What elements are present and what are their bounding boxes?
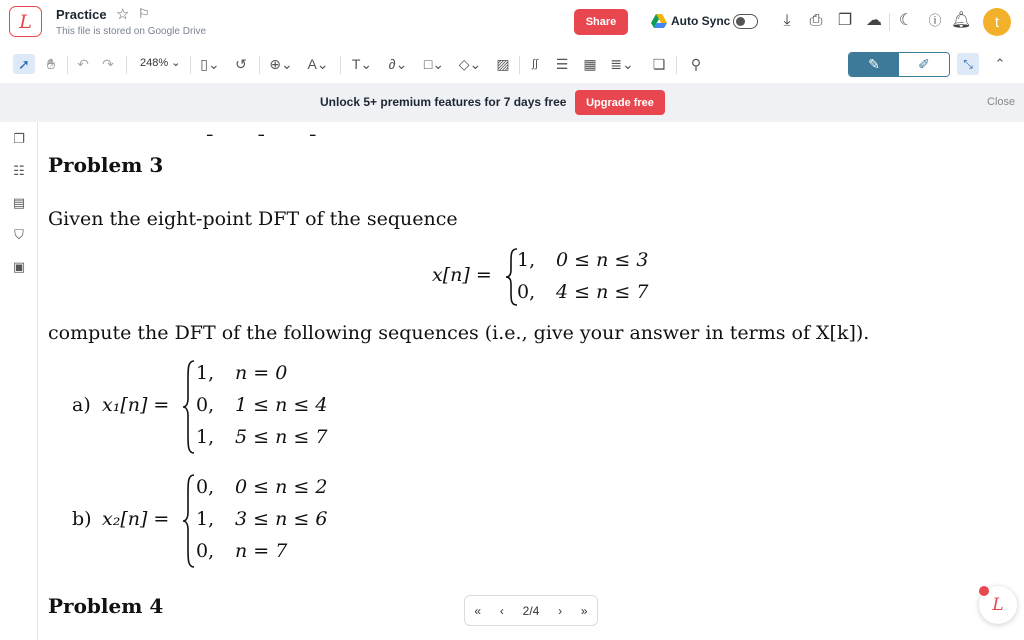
dark-mode-icon[interactable]: ☾ xyxy=(898,12,914,29)
divider xyxy=(126,56,127,74)
help-icon[interactable]: ⓘ xyxy=(928,13,942,28)
x-case-1-value: 1, xyxy=(517,249,536,271)
rotate-icon[interactable]: ↺ xyxy=(235,56,247,72)
part-b-case-3-value: 0, xyxy=(196,540,215,562)
user-avatar[interactable]: t xyxy=(983,8,1011,36)
last-page-icon[interactable]: » xyxy=(580,603,588,618)
undo-icon[interactable]: ↶ xyxy=(77,56,89,72)
print-icon[interactable]: ⎙ xyxy=(809,12,823,29)
divider xyxy=(190,56,191,74)
calendar-icon[interactable]: ▦ xyxy=(583,56,597,72)
part-b-case-1-value: 0, xyxy=(196,476,215,498)
x-definition-lhs: x[n] = xyxy=(432,264,492,286)
page-indicator[interactable]: 2/4 xyxy=(522,603,540,618)
part-b-case-2-condition: 3 ≤ n ≤ 6 xyxy=(235,508,328,530)
chevron-up-icon[interactable]: ⌃ xyxy=(994,56,1006,71)
promo-banner xyxy=(0,83,1024,122)
form-field-icon[interactable]: ☰ xyxy=(555,56,569,72)
part-b-case-3-condition: n = 7 xyxy=(235,540,288,562)
part-a-case-1-condition: n = 0 xyxy=(235,362,288,384)
stamp-icon[interactable]: ⊕⌄ xyxy=(269,56,293,72)
chevron-down-icon: ⌄ xyxy=(171,57,181,69)
page-navigator xyxy=(464,595,598,626)
left-brace xyxy=(182,360,196,454)
problem-3-heading: Problem 3 xyxy=(48,153,164,177)
edit-mode-switch xyxy=(848,52,950,77)
select-tool-icon[interactable]: ➚ xyxy=(13,54,35,74)
part-b-lhs: x₂[n] = xyxy=(102,508,170,530)
cloud-icon[interactable]: ☁ xyxy=(866,12,882,29)
promo-text: Unlock 5+ premium features for 7 days free xyxy=(320,95,567,109)
image-icon[interactable]: ▨ xyxy=(496,56,510,72)
divider xyxy=(67,56,68,74)
flag-icon[interactable]: ⚐ xyxy=(138,6,150,21)
document-page xyxy=(39,116,1024,640)
draw-tool-icon[interactable]: ∂⌄ xyxy=(388,56,408,72)
upgrade-button[interactable]: Upgrade free xyxy=(575,90,665,115)
signature-icon[interactable]: ∫∫ xyxy=(531,58,539,70)
x-case-2-condition: 4 ≤ n ≤ 7 xyxy=(556,281,649,303)
left-sidebar xyxy=(0,122,38,640)
divider xyxy=(519,56,520,74)
next-page-icon[interactable]: › xyxy=(558,603,563,618)
eraser-icon[interactable]: ◇⌄ xyxy=(458,56,482,72)
zoom-level[interactable] xyxy=(140,56,180,69)
divider xyxy=(889,13,890,31)
search-icon[interactable]: ⚲ xyxy=(690,56,702,72)
logo-glyph: L xyxy=(19,10,32,33)
auto-sync-label: Auto Sync xyxy=(671,14,731,28)
pen-icon[interactable]: ✎ xyxy=(849,53,899,76)
google-drive-icon xyxy=(651,14,667,28)
notification-bell-icon[interactable]: 🔔︎ xyxy=(951,12,972,29)
top-bar xyxy=(0,0,1024,44)
pages-icon[interactable]: ❐ xyxy=(13,131,25,146)
notification-dot xyxy=(979,586,989,596)
divider xyxy=(259,56,260,74)
x-case-1-condition: 0 ≤ n ≤ 3 xyxy=(556,249,649,271)
divider xyxy=(340,56,341,74)
assistant-logo-icon: L xyxy=(992,595,1004,615)
outline-icon[interactable]: ☷ xyxy=(13,163,25,178)
clipped-text-fragment: ˍˍˍ xyxy=(205,116,360,138)
page-view-icon[interactable]: ▯⌄ xyxy=(200,56,220,72)
redo-icon[interactable]: ↷ xyxy=(102,56,114,72)
share-button[interactable]: Share xyxy=(574,9,628,35)
comment-icon[interactable]: ❏ xyxy=(652,56,666,72)
compute-instruction: compute the DFT of the following sequences (i.e., give your answer in terms of X[k]). xyxy=(48,322,870,344)
part-b-label: b) xyxy=(72,508,92,530)
bookmark-icon[interactable]: ⛉ xyxy=(14,227,24,242)
problem-3-intro: Given the eight-point DFT of the sequence xyxy=(48,208,458,230)
part-a-label: a) xyxy=(72,394,91,416)
comments-icon[interactable]: ▤ xyxy=(12,195,26,210)
auto-sync-toggle[interactable] xyxy=(733,14,758,29)
part-a-case-2-condition: 1 ≤ n ≤ 4 xyxy=(235,394,328,416)
star-icon[interactable]: ☆ xyxy=(116,6,130,23)
part-b-case-1-condition: 0 ≤ n ≤ 2 xyxy=(235,476,328,498)
part-a-case-3-value: 1, xyxy=(196,426,215,448)
part-a-lhs: x₁[n] = xyxy=(102,394,170,416)
app-logo[interactable] xyxy=(9,6,42,37)
previous-page-icon[interactable]: ‹ xyxy=(499,603,504,618)
part-a-case-3-condition: 5 ≤ n ≤ 7 xyxy=(235,426,328,448)
note-icon[interactable]: ≣⌄ xyxy=(610,56,634,72)
text-color-icon[interactable]: A⌄ xyxy=(307,56,329,72)
edit-document-icon[interactable]: ✐ xyxy=(899,53,949,76)
tool-bar xyxy=(0,48,1024,82)
part-b-case-2-value: 1, xyxy=(196,508,215,530)
close-banner-button[interactable]: Close xyxy=(987,96,1016,108)
copy-icon[interactable]: ❐ xyxy=(837,12,853,29)
download-icon[interactable]: ⤓ xyxy=(783,12,791,29)
part-a-case-1-value: 1, xyxy=(196,362,215,384)
left-brace xyxy=(182,474,196,568)
text-tool-icon[interactable]: T⌄ xyxy=(351,56,373,72)
attachment-icon[interactable]: ▣ xyxy=(12,259,26,274)
collapse-icon[interactable]: ⤡ xyxy=(957,53,979,75)
problem-4-heading: Problem 4 xyxy=(48,594,164,618)
storage-subtitle: This file is stored on Google Drive xyxy=(56,26,207,37)
shape-tool-icon[interactable]: □⌄ xyxy=(423,56,445,72)
x-case-2-value: 0, xyxy=(517,281,536,303)
document-title[interactable]: Practice xyxy=(56,7,107,22)
first-page-icon[interactable]: « xyxy=(474,603,482,618)
hand-tool-icon[interactable]: ✋︎ xyxy=(47,56,55,72)
divider xyxy=(676,56,677,74)
zoom-value: 248% xyxy=(140,57,169,69)
part-a-case-2-value: 0, xyxy=(196,394,215,416)
